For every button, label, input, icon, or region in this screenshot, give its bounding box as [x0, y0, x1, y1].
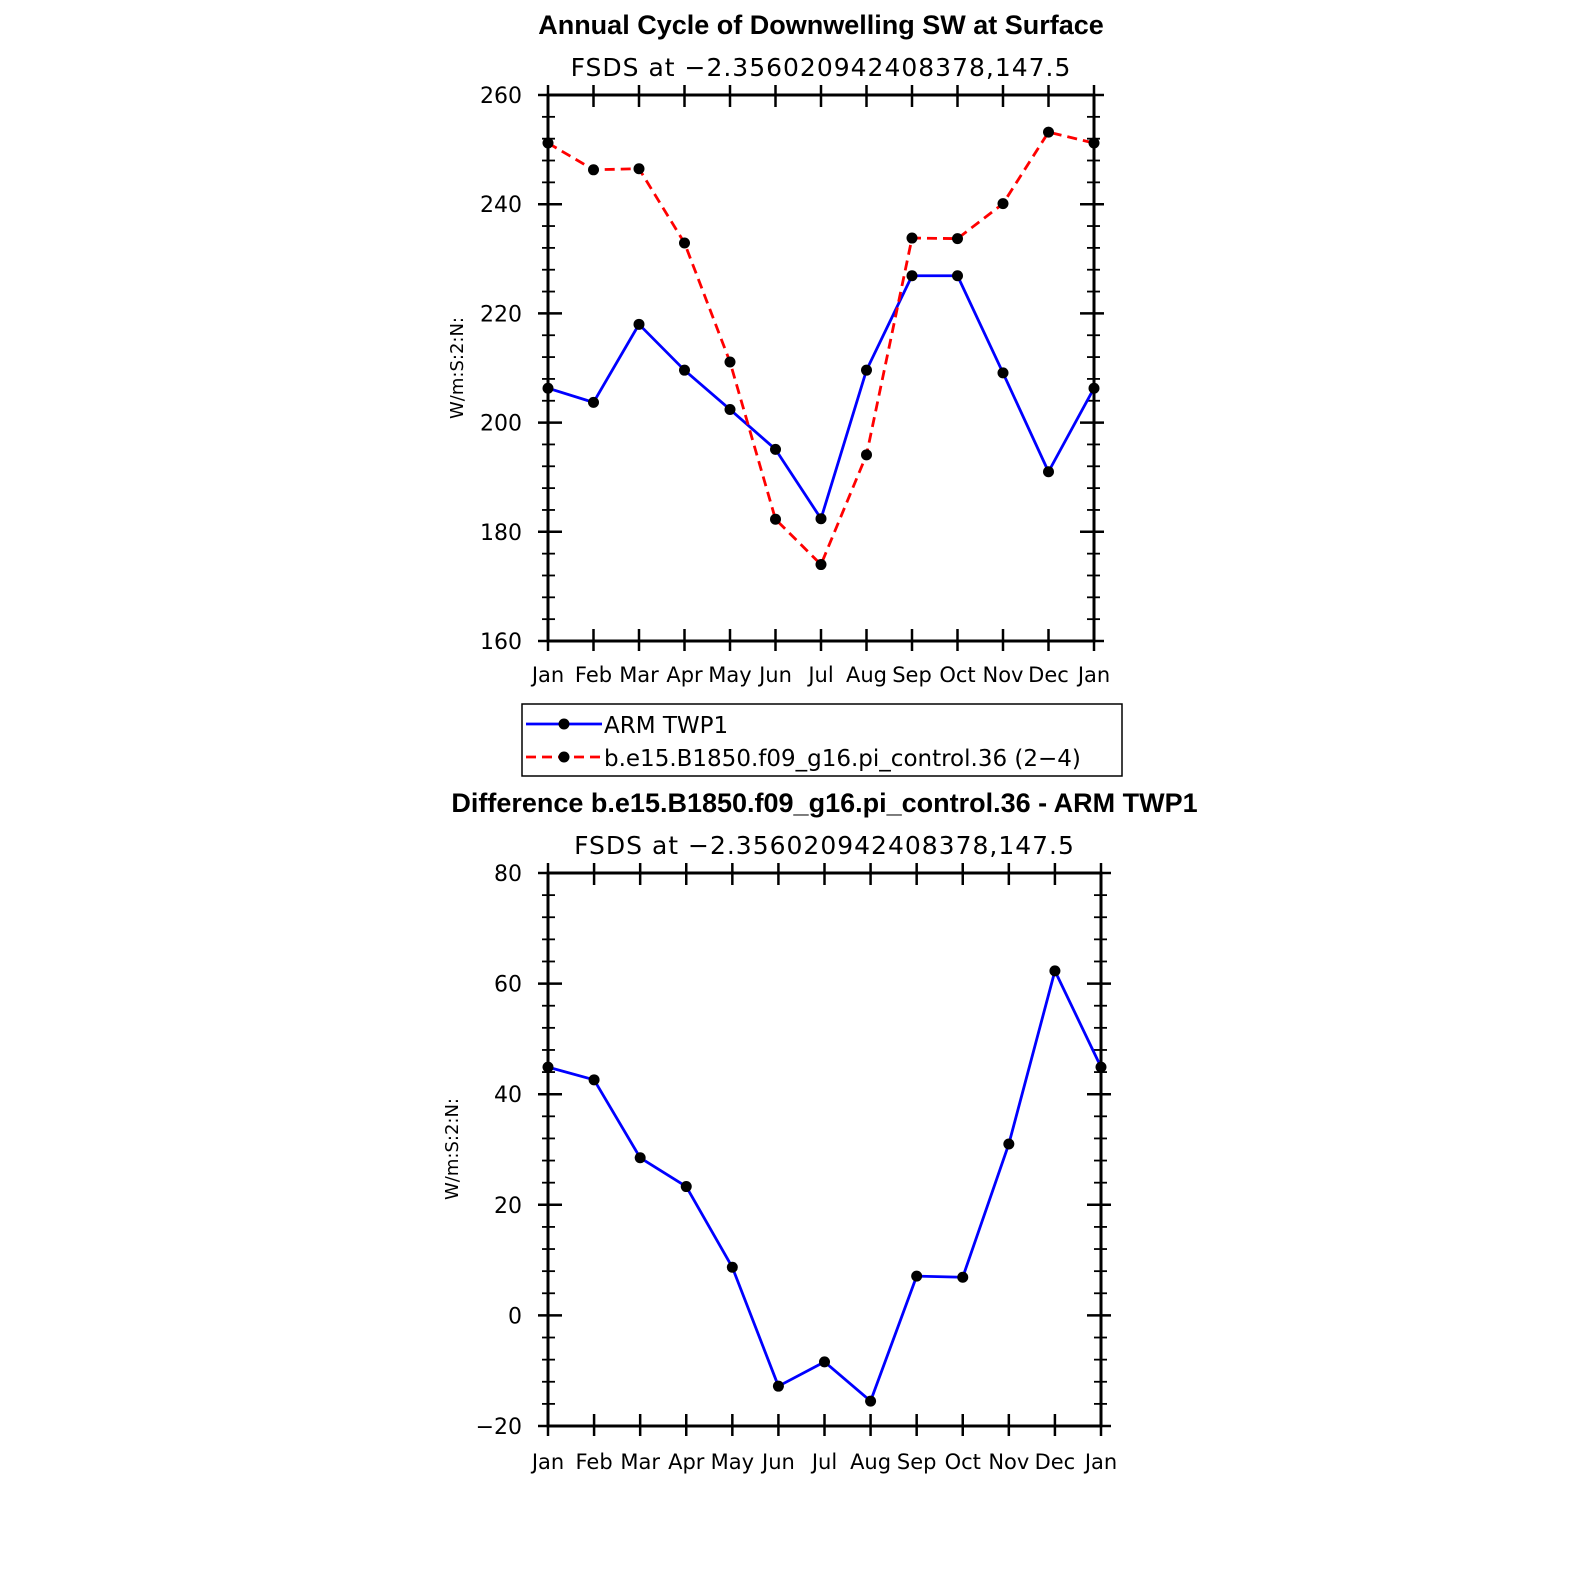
data-point: [543, 138, 554, 149]
x-tick-label: Nov: [988, 1450, 1030, 1474]
chart-1: [447, 10, 1122, 776]
data-point: [861, 365, 872, 376]
x-tick-label: Aug: [845, 663, 888, 687]
x-tick-label: Aug: [850, 1450, 892, 1474]
data-point: [681, 1181, 692, 1192]
data-point: [1003, 1138, 1014, 1149]
data-point: [1096, 1062, 1107, 1073]
y-axis-label: W/m:S:2:N:: [447, 317, 468, 419]
data-point: [634, 163, 645, 174]
x-tick-label: Mar: [620, 1450, 660, 1474]
data-point: [635, 1152, 646, 1163]
y-tick-label: 240: [480, 193, 522, 219]
series-line: [548, 971, 1101, 1401]
data-point: [588, 397, 599, 408]
data-point: [998, 198, 1009, 209]
data-point: [770, 514, 781, 525]
x-tick-label: Dec: [1028, 663, 1069, 687]
data-point: [588, 164, 599, 175]
series-1: [543, 270, 1100, 524]
chart-2: [442, 788, 1198, 1474]
data-point: [725, 356, 736, 367]
x-tick-label: Feb: [574, 663, 613, 687]
x-tick-label: Nov: [982, 663, 1024, 687]
data-point: [952, 270, 963, 281]
data-point: [952, 233, 963, 244]
x-tick-label: Jan: [1084, 1450, 1118, 1474]
data-point: [865, 1396, 876, 1407]
x-axis: [530, 85, 1110, 687]
x-tick-label: Jun: [762, 1450, 795, 1474]
series-line: [548, 276, 1094, 519]
x-tick-label: Jul: [811, 1450, 838, 1474]
x-tick-label: May: [710, 1450, 755, 1474]
y-axis-label: W/m:S:2:N:: [442, 1098, 463, 1200]
x-axis: [530, 863, 1117, 1474]
y-axis: [480, 84, 1104, 655]
y-tick-label: 0: [508, 1304, 522, 1330]
x-tick-label: Dec: [1034, 1450, 1076, 1474]
y-axis: [476, 862, 1111, 1440]
y-tick-label: 60: [494, 972, 522, 998]
data-point: [727, 1262, 738, 1273]
legend-label-1: ARM TWP1: [604, 713, 729, 739]
data-point: [770, 444, 781, 455]
x-tick-label: Sep: [892, 663, 932, 687]
y-tick-label: 40: [494, 1083, 522, 1109]
data-point: [543, 383, 554, 394]
x-tick-label: Jan: [531, 1450, 565, 1474]
x-tick-label: Oct: [939, 663, 976, 687]
y-tick-label: 260: [480, 84, 522, 109]
data-point: [773, 1381, 784, 1392]
data-point: [1049, 965, 1060, 976]
chart-title: Difference b.e15.B1850.f09_g16.pi_control.36 - ARM TWP1: [451, 788, 1198, 818]
y-tick-label: 20: [494, 1193, 522, 1219]
data-point: [725, 404, 736, 415]
y-tick-label: 180: [480, 520, 522, 546]
plot-frame: [548, 873, 1101, 1426]
x-tick-label: Oct: [944, 1450, 981, 1474]
x-tick-label: Sep: [896, 1450, 937, 1474]
chart-title: Annual Cycle of Downwelling SW at Surface: [538, 10, 1104, 40]
x-tick-label: Jun: [759, 663, 792, 687]
legend-marker-1: [559, 719, 570, 730]
x-tick-label: Feb: [575, 1450, 613, 1474]
y-tick-label: −20: [475, 1415, 522, 1440]
x-tick-label: Jan: [1077, 663, 1111, 687]
data-point: [1089, 383, 1100, 394]
data-point: [998, 367, 1009, 378]
data-point: [1043, 466, 1054, 477]
data-point: [1043, 127, 1054, 138]
legend-label-2: b.e15.B1850.f09_g16.pi_control.36 (2−4): [604, 746, 1081, 772]
data-point: [589, 1074, 600, 1085]
data-point: [634, 319, 645, 330]
data-point: [1089, 138, 1100, 149]
legend-marker-2: [559, 752, 570, 763]
data-point: [907, 270, 918, 281]
y-tick-label: 200: [480, 411, 522, 437]
series-1: [543, 965, 1107, 1406]
chart-subtitle: FSDS at −2.356020942408378,147.5: [570, 53, 1072, 82]
x-tick-label: Jan: [531, 663, 565, 687]
data-point: [679, 237, 690, 248]
y-tick-label: 160: [480, 630, 522, 655]
data-point: [819, 1356, 830, 1367]
x-tick-label: Apr: [668, 1450, 705, 1474]
x-tick-label: Mar: [619, 663, 659, 687]
data-point: [911, 1271, 922, 1282]
x-tick-label: May: [708, 663, 752, 687]
data-point: [816, 513, 827, 524]
chart-subtitle: FSDS at −2.356020942408378,147.5: [574, 831, 1075, 860]
legend: [522, 704, 1122, 776]
y-tick-label: 80: [494, 862, 522, 887]
series-line: [548, 132, 1094, 564]
data-point: [861, 449, 872, 460]
x-tick-label: Apr: [666, 663, 703, 687]
x-tick-label: Jul: [808, 663, 834, 687]
data-point: [679, 365, 690, 376]
y-tick-label: 220: [480, 302, 522, 328]
data-point: [907, 233, 918, 244]
data-point: [957, 1272, 968, 1283]
data-point: [816, 559, 827, 570]
data-point: [543, 1062, 554, 1073]
